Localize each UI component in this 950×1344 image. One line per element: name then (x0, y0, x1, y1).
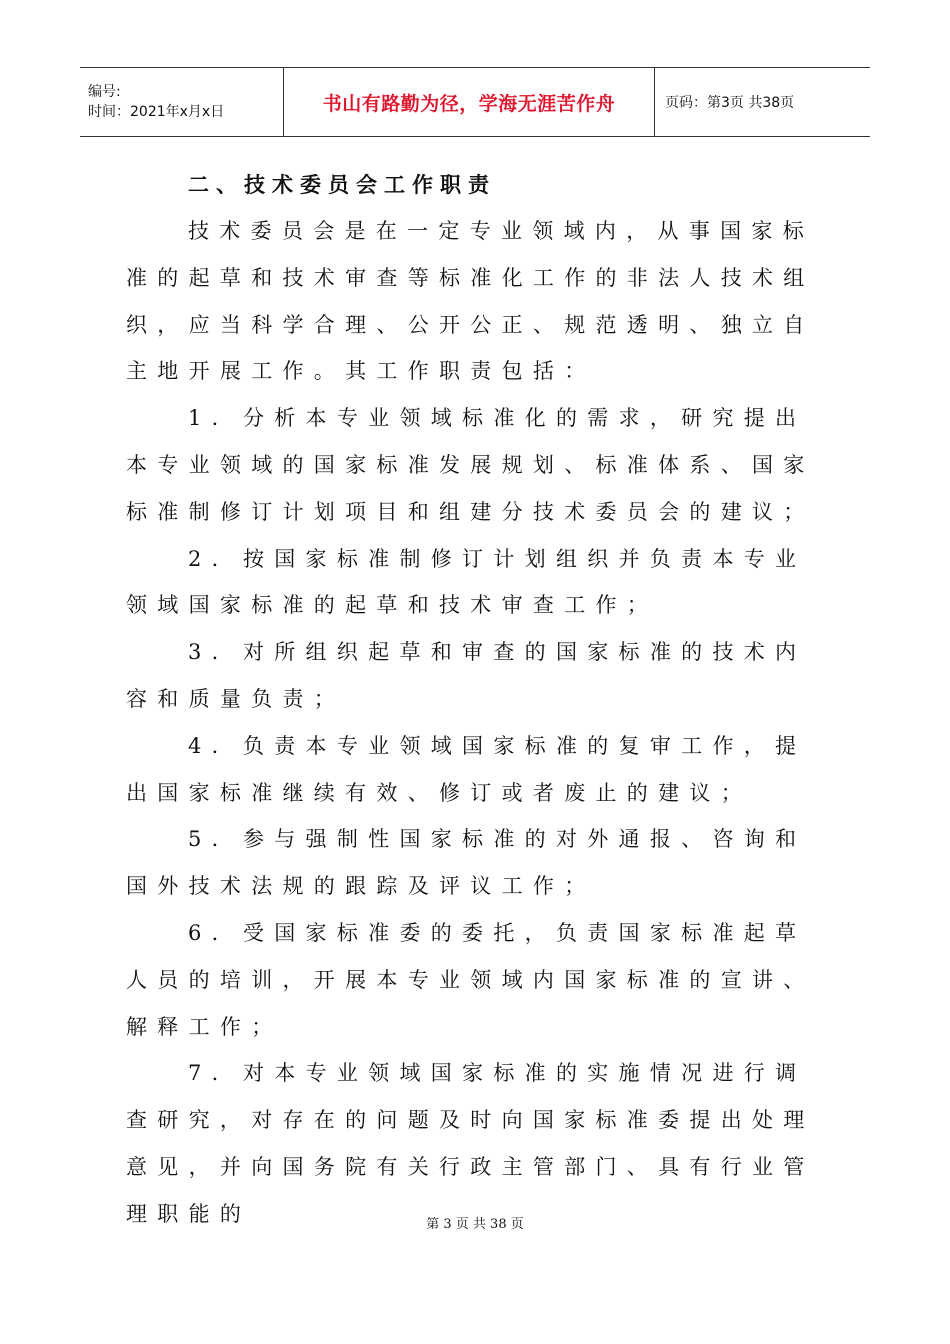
document-date: 时间：2021年x月x日 (88, 104, 225, 120)
duty-item-1: 1．分析本专业领域标准化的需求，研究提出本专业领域的国家标准发展规划、标准体系、国家标准制修订计划项目和组建分技术委员会的建议； (126, 406, 815, 524)
page-footer: 第 3 页 共 38 页 (426, 1217, 524, 1232)
header-motto: 书山有路勤为径，学海无涯苦作舟 (283, 68, 655, 136)
duty-item-3: 3．对所组织起草和审查的国家标准的技术内容和质量负责； (126, 640, 807, 711)
document-number-label: 编号: (88, 84, 121, 100)
intro-paragraph: 技术委员会是在一定专业领域内，从事国家标准的起草和技术审查等标准化工作的非法人技术组织，应当科学合理、公开公正、规范透明、独立自主地开展工作。其工作职责包括： (126, 219, 815, 384)
header-meta (80, 68, 283, 136)
duty-item-2: 2．按国家标准制修订计划组织并负责本专业领域国家标准的起草和技术审查工作； (126, 546, 807, 618)
header-page-info: 页码：第3页 共38页 (665, 95, 795, 111)
section-title: 二、技术委员会工作职责 (188, 173, 496, 197)
duty-item-4: 4．负责本专业领域国家标准的复审工作，提出国家标准继续有效、修订或者废止的建议； (126, 733, 807, 805)
duty-item-7: 7．对本专业领域国家标准的实施情况进行调查研究，对存在的问题及时向国家标准委提出处理意见，并向国务院有关行政主管部门、具有行业管理职能的 (126, 1061, 815, 1226)
document-body (126, 162, 826, 1238)
page-header (80, 67, 870, 137)
duty-item-5: 5．参与强制性国家标准的对外通报、咨询和国外技术法规的跟踪及评议工作； (126, 827, 807, 899)
duty-item-6: 6．受国家标准委的委托，负责国家标准起草人员的培训，开展本专业领域内国家标准的宣讲、解释工作； (126, 920, 815, 1039)
